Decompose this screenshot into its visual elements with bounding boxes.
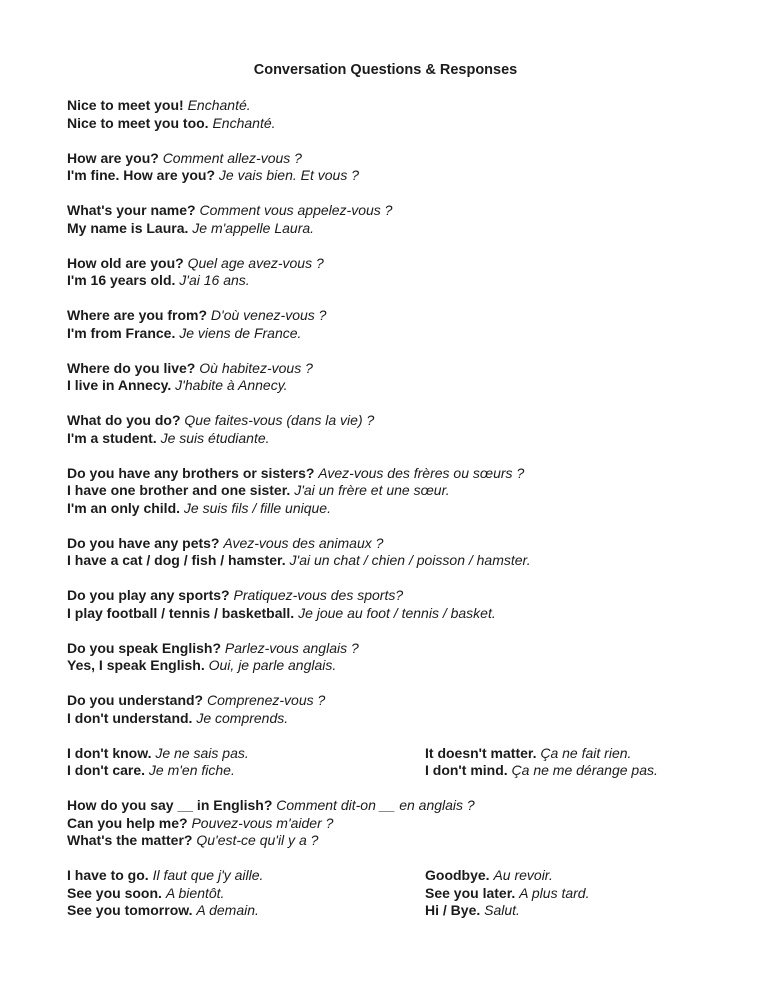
phrase-block-siblings — [67, 465, 704, 518]
french-phrase: Je comprends. — [196, 709, 289, 726]
english-phrase: It doesn't matter. — [425, 744, 537, 761]
english-phrase: Nice to meet you too. — [67, 114, 209, 131]
phrase-line — [67, 832, 704, 850]
english-phrase: See you soon. — [67, 884, 162, 901]
phrase-line — [67, 605, 704, 623]
english-phrase: How do you say __ in English? — [67, 797, 273, 813]
english-phrase: I'm 16 years old. — [67, 272, 176, 288]
phrase-line — [67, 552, 704, 570]
french-phrase: Comment dit-on __ en anglais ? — [276, 797, 475, 813]
phrase-block-know-matter — [67, 745, 704, 780]
phrase-line — [67, 430, 704, 448]
phrase-row — [67, 902, 704, 920]
english-phrase: See you tomorrow. — [67, 902, 193, 918]
english-phrase: Do you play any sports? — [67, 587, 230, 603]
french-phrase: Pratiquez-vous des sports? — [233, 587, 404, 603]
phrase-line — [67, 535, 704, 553]
phrase-block-goodbye — [67, 867, 704, 920]
french-phrase: Je joue au foot / tennis / basket. — [298, 604, 496, 621]
phrase-line — [67, 377, 704, 395]
french-phrase: Parlez-vous anglais ? — [224, 639, 359, 656]
phrase-line — [67, 885, 425, 903]
phrase-line — [67, 482, 704, 500]
french-phrase: Enchanté. — [187, 97, 251, 113]
phrase-line — [67, 500, 704, 518]
phrase-line — [67, 745, 425, 763]
french-phrase: Comment allez-vous ? — [162, 149, 302, 166]
english-phrase: I have a cat / dog / fish / hamster. — [67, 552, 286, 568]
french-phrase: J'ai 16 ans. — [179, 272, 250, 288]
phrase-line — [425, 902, 704, 920]
phrase-line — [67, 307, 704, 325]
phrase-line — [67, 762, 425, 780]
english-phrase: How old are you? — [67, 254, 184, 271]
french-phrase: Je viens de France. — [179, 324, 302, 341]
french-phrase: Ça ne fait rien. — [540, 744, 632, 761]
english-phrase: I'm fine. How are you? — [67, 167, 216, 183]
french-phrase: J'ai un frère et une sœur. — [294, 482, 450, 498]
english-phrase: Do you have any pets? — [67, 534, 220, 551]
english-phrase: I don't care. — [67, 762, 146, 778]
phrase-block-help — [67, 797, 704, 850]
french-phrase: Qu'est-ce qu'il y a ? — [196, 832, 319, 848]
phrase-line — [67, 167, 704, 185]
phrase-line — [67, 150, 704, 168]
english-phrase: I don't mind. — [425, 762, 508, 778]
english-phrase: I have one brother and one sister. — [67, 482, 291, 498]
phrase-row — [67, 762, 704, 780]
english-phrase: How are you? — [67, 149, 159, 166]
french-phrase: A plus tard. — [519, 884, 590, 901]
phrase-line — [67, 115, 704, 133]
phrase-block-speak-english — [67, 640, 704, 675]
page-title: Conversation Questions & Responses — [253, 62, 518, 78]
phrase-line — [67, 412, 704, 430]
english-phrase: Yes, I speak English. — [67, 657, 205, 673]
english-phrase: I have to go. — [67, 867, 149, 883]
phrase-row — [67, 885, 704, 903]
phrase-line — [67, 465, 704, 483]
english-phrase: Hi / Bye. — [425, 902, 481, 918]
french-phrase: Je suis fils / fille unique. — [183, 499, 331, 516]
french-phrase: Je vais bien. Et vous ? — [218, 167, 359, 183]
english-phrase: What's your name? — [67, 202, 196, 218]
french-phrase: Il faut que j'y aille. — [152, 867, 264, 883]
phrase-line — [67, 325, 704, 343]
phrase-line — [67, 587, 704, 605]
phrase-line — [67, 360, 704, 378]
phrase-line — [67, 97, 704, 115]
phrase-line — [67, 202, 704, 220]
english-phrase: Nice to meet you! — [67, 97, 184, 113]
phrase-row — [67, 745, 704, 763]
english-phrase: Do you understand? — [67, 692, 204, 708]
phrase-line — [67, 902, 425, 920]
french-phrase: Salut. — [484, 902, 520, 918]
english-phrase: Where are you from? — [67, 307, 208, 323]
english-phrase: My name is Laura. — [67, 219, 189, 236]
phrase-line — [67, 867, 425, 885]
french-phrase: Avez-vous des frères ou sœurs ? — [318, 464, 525, 481]
english-phrase: Where do you live? — [67, 359, 196, 376]
french-phrase: A demain. — [196, 902, 259, 918]
french-phrase: Ça ne me dérange pas. — [511, 762, 658, 778]
english-phrase: Do you speak English? — [67, 639, 222, 656]
phrase-block-age — [67, 255, 704, 290]
phrase-row — [67, 867, 704, 885]
english-phrase: I don't know. — [67, 744, 152, 761]
english-phrase: What's the matter? — [67, 832, 193, 848]
english-phrase: I'm from France. — [67, 324, 176, 341]
french-phrase: J'habite à Annecy. — [175, 377, 288, 393]
english-phrase: I'm an only child. — [67, 499, 181, 516]
phrase-block-name — [67, 202, 704, 237]
phrase-block-pets — [67, 535, 704, 570]
french-phrase: Enchanté. — [212, 114, 276, 131]
phrase-block-from — [67, 307, 704, 342]
french-phrase: Avez-vous des animaux ? — [223, 534, 384, 551]
phrase-block-occupation — [67, 412, 704, 447]
phrase-block-meet — [67, 97, 704, 132]
english-phrase: Do you have any brothers or sisters? — [67, 464, 315, 481]
english-phrase: Can you help me? — [67, 814, 188, 831]
french-phrase: A bientôt. — [165, 884, 225, 901]
phrase-line — [67, 692, 704, 710]
phrase-block-live — [67, 360, 704, 395]
phrase-line — [67, 272, 704, 290]
french-phrase: Comment vous appelez-vous ? — [199, 202, 393, 218]
phrase-line — [67, 657, 704, 675]
french-phrase: Oui, je parle anglais. — [208, 657, 337, 673]
english-phrase: See you later. — [425, 884, 516, 901]
french-phrase: Où habitez-vous ? — [199, 359, 313, 376]
english-phrase: I don't understand. — [67, 709, 193, 726]
english-phrase: Goodbye. — [425, 867, 490, 883]
phrase-line — [67, 255, 704, 273]
french-phrase: Pouvez-vous m'aider ? — [191, 814, 334, 831]
phrase-block-how-are-you — [67, 150, 704, 185]
english-phrase: I live in Annecy. — [67, 377, 172, 393]
french-phrase: D'où venez-vous ? — [210, 307, 327, 323]
phrase-block-understand — [67, 692, 704, 727]
french-phrase: Je m'appelle Laura. — [192, 219, 315, 236]
phrase-line — [67, 220, 704, 238]
french-phrase: Au revoir. — [493, 867, 553, 883]
french-phrase: Je m'en fiche. — [148, 762, 235, 778]
phrase-line — [425, 762, 704, 780]
french-phrase: Je suis étudiante. — [160, 429, 270, 446]
phrase-block-sports — [67, 587, 704, 622]
phrase-line — [425, 885, 704, 903]
phrase-line — [67, 815, 704, 833]
phrase-line — [67, 640, 704, 658]
phrase-line — [425, 745, 704, 763]
english-phrase: I'm a student. — [67, 429, 157, 446]
french-phrase: Je ne sais pas. — [155, 744, 249, 761]
french-phrase: Comprenez-vous ? — [207, 692, 326, 708]
french-phrase: J'ai un chat / chien / poisson / hamster. — [289, 552, 531, 568]
french-phrase: Que faites-vous (dans la vie) ? — [184, 412, 375, 428]
phrase-line — [67, 710, 704, 728]
phrase-line — [67, 797, 704, 815]
french-phrase: Quel age avez-vous ? — [187, 254, 324, 271]
english-phrase: What do you do? — [67, 412, 181, 428]
phrase-line — [425, 867, 704, 885]
english-phrase: I play football / tennis / basketball. — [67, 604, 295, 621]
